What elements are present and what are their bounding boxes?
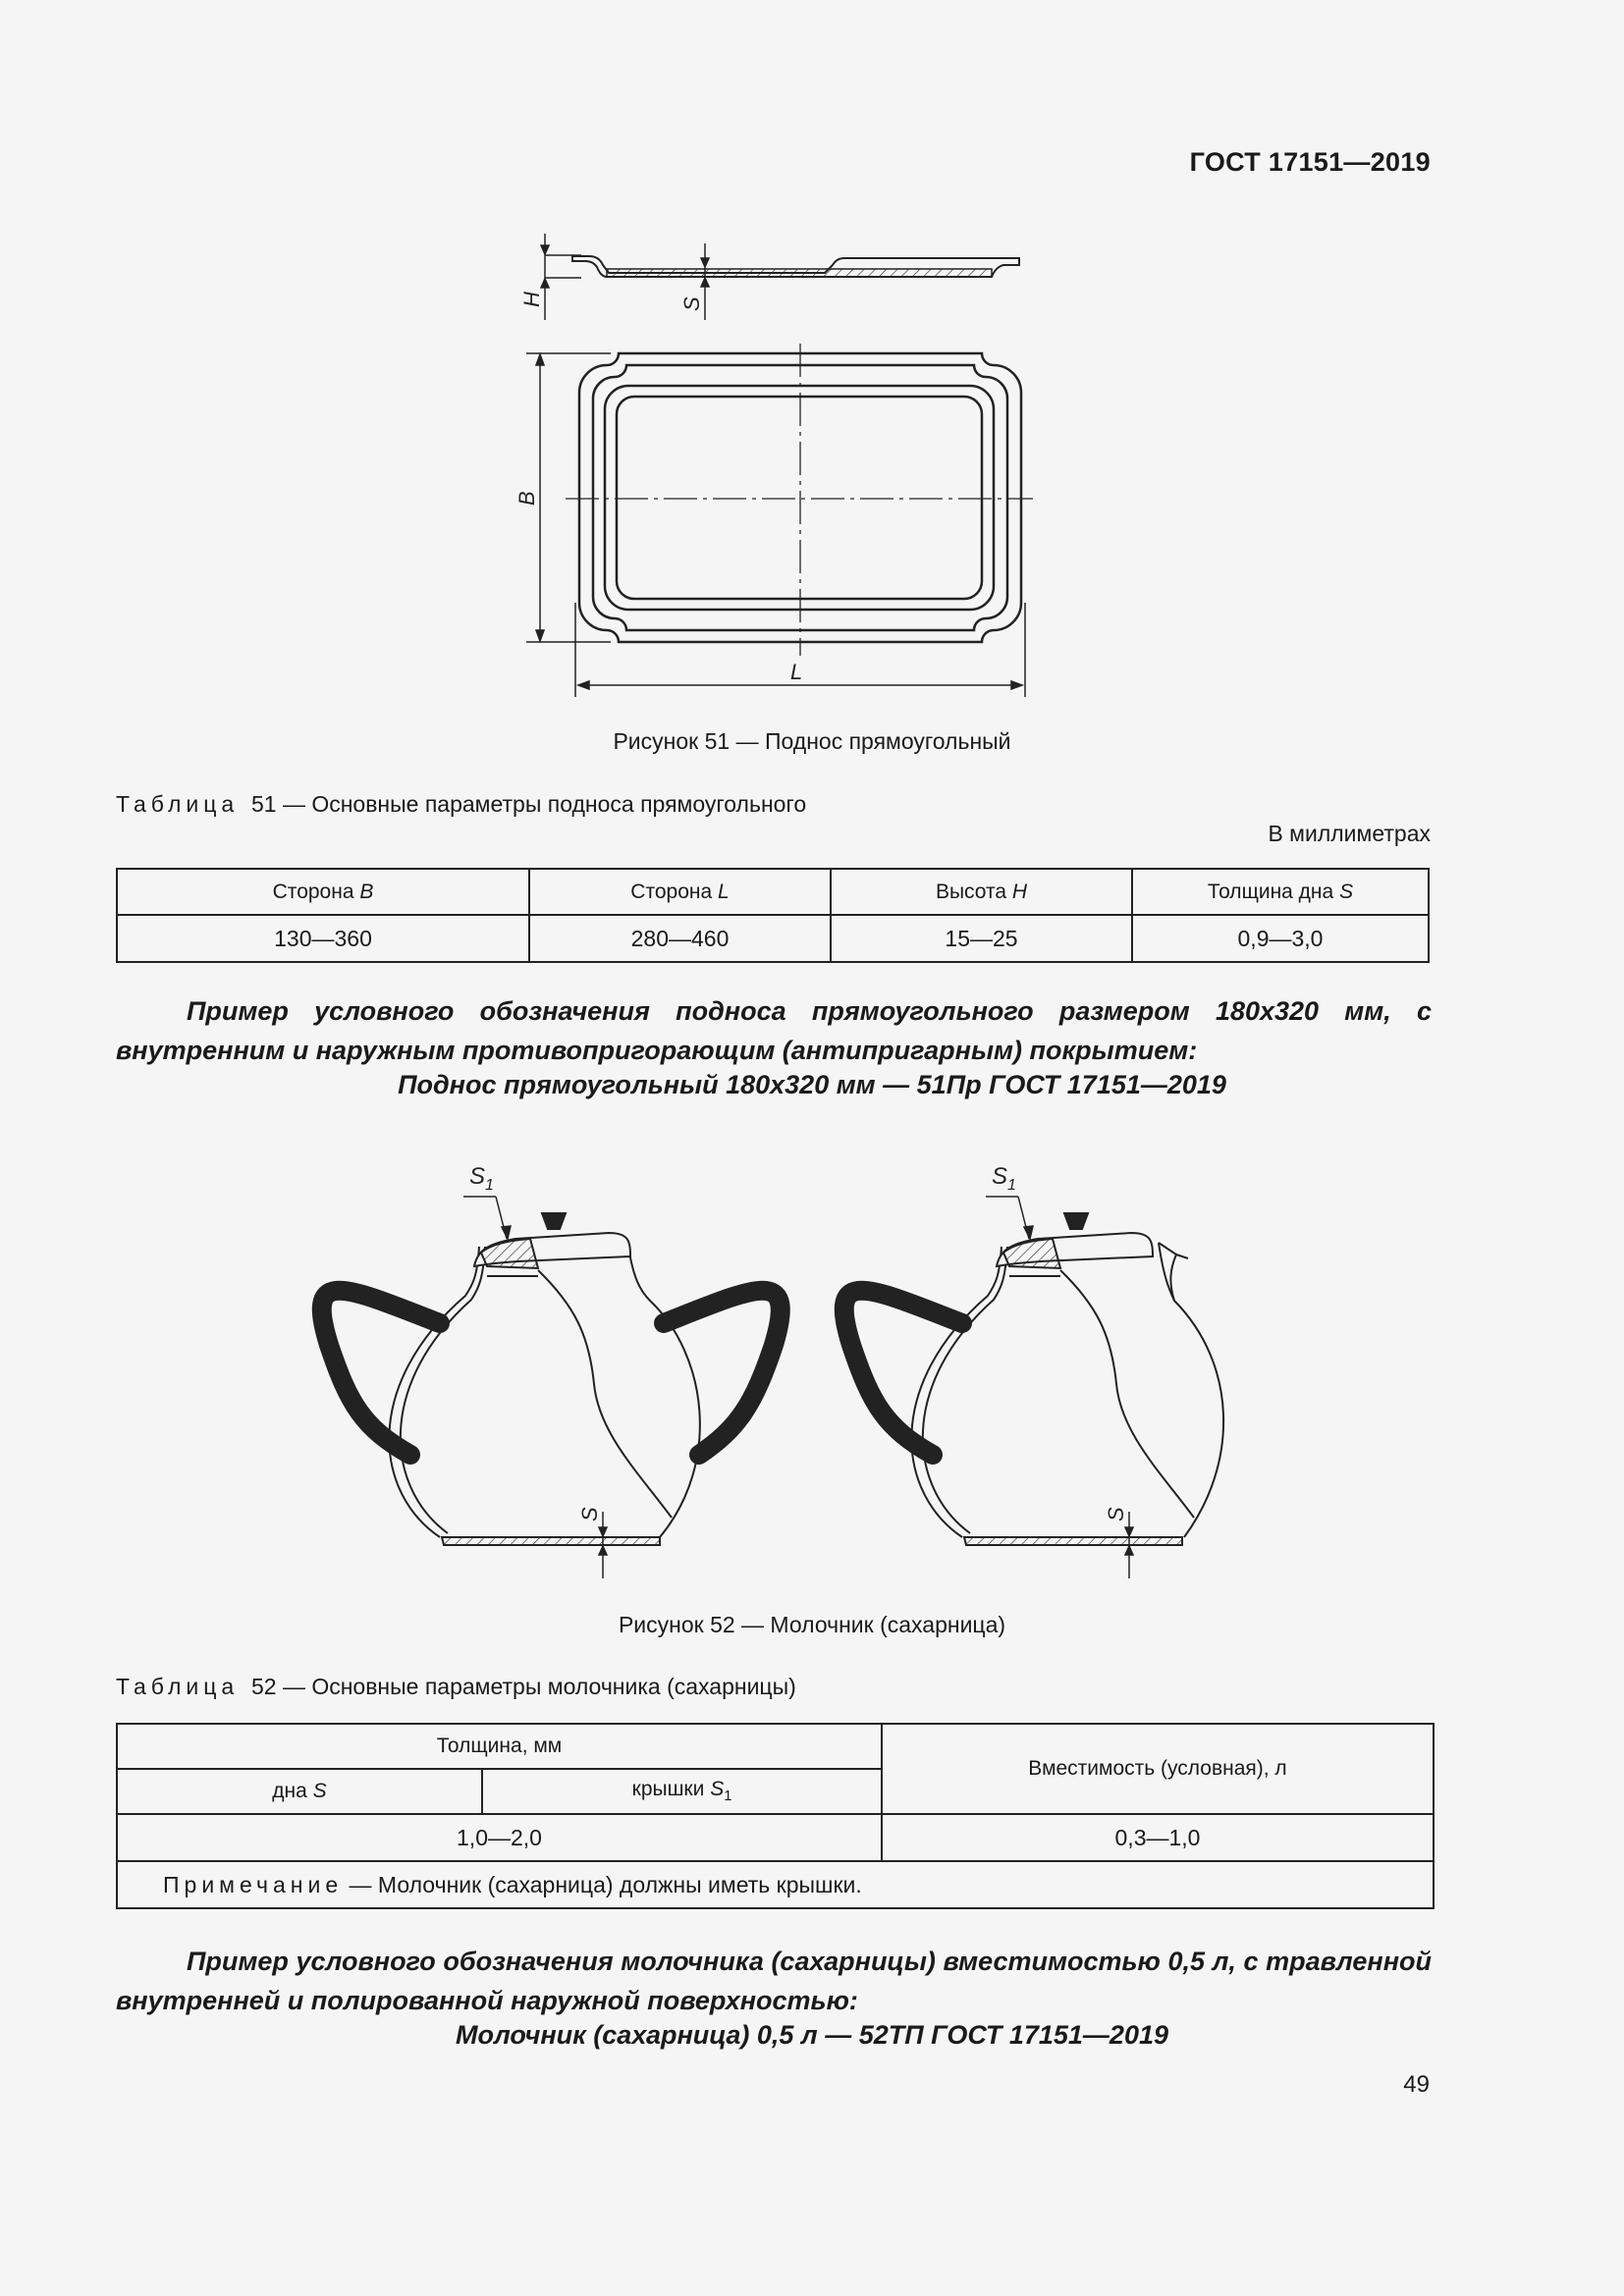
table-52-subheader-lid: крышки $S_1$ xyxy=(482,1769,882,1814)
milk-jug xyxy=(844,1213,1223,1545)
table-52-caption-prefix: Таблица xyxy=(116,1674,240,1699)
sugar-bowl xyxy=(322,1213,781,1545)
label-S-left: S xyxy=(577,1507,602,1522)
figure-52-caption: Рисунок 52 — Молочник (сахарница) xyxy=(618,1612,1006,1637)
label-H: H xyxy=(519,292,544,307)
tray-side-profile xyxy=(572,256,1019,277)
example-51-designation: Поднос прямоугольный 180х320 мм — 51Пр ГОСТ 17151—2019 xyxy=(398,1070,1226,1099)
table-51-cell: 15—25 xyxy=(831,915,1132,962)
table-51-caption-prefix: Таблица xyxy=(116,791,240,817)
table-51-units: В миллиметрах xyxy=(1268,821,1431,846)
figure-52-jug-drawing xyxy=(304,1148,1237,1580)
table-51-cell: 130—360 xyxy=(117,915,529,962)
figure-51-caption: Рисунок 51 — Поднос прямоугольный xyxy=(613,728,1011,754)
label-S1-right: $S_1$ xyxy=(992,1163,1016,1194)
table-52-caption xyxy=(116,1674,796,1700)
page-number: 49 xyxy=(1403,2071,1430,2098)
example-52-designation: Молочник (сахарница) 0,5 л — 52ТП ГОСТ 17151—2019 xyxy=(456,2020,1168,2050)
table-52-data-row xyxy=(117,1814,1434,1861)
document-code: ГОСТ 17151—2019 xyxy=(1189,147,1431,177)
figure-51-tray-drawing xyxy=(501,221,1051,702)
table-51-caption-text: 51 — Основные параметры подноса прямоугольного xyxy=(250,791,807,817)
table-52-subheader-bottom: дна S xyxy=(117,1769,482,1814)
table-52-cell-capacity: 0,3—1,0 xyxy=(882,1814,1434,1861)
table-51-header-cell: Высота H xyxy=(831,869,1132,915)
table-52 xyxy=(116,1723,1435,1909)
example-51-text: Пример условного обозначения подноса прямоугольного размером 180х320 мм, с внутренним и наружным противопригорающим (антипригарным) покрытием: xyxy=(116,996,1432,1065)
table-51-data-row xyxy=(117,915,1429,962)
table-51-header-row xyxy=(117,869,1429,915)
table-51-cell: 0,9—3,0 xyxy=(1132,915,1429,962)
table-52-header-row xyxy=(117,1724,1434,1769)
table-52-caption-text: 52 — Основные параметры молочника (сахарницы) xyxy=(250,1674,796,1699)
table-51 xyxy=(116,868,1430,963)
table-51-cell: 280—460 xyxy=(529,915,831,962)
table-51-caption xyxy=(116,791,806,818)
table-52-note: Примечание — Молочник (сахарница) должны иметь крышки. xyxy=(117,1861,1434,1908)
label-L: L xyxy=(790,660,803,684)
label-S1-left: $S_1$ xyxy=(469,1163,494,1194)
table-51-header-cell: Сторона L xyxy=(529,869,831,915)
label-S-right: S xyxy=(1104,1507,1128,1522)
table-52-cell-thickness: 1,0—2,0 xyxy=(117,1814,882,1861)
label-S-tray: S xyxy=(679,296,704,311)
label-B: B xyxy=(514,491,539,506)
table-52-capacity-header: Вместимость (условная), л xyxy=(882,1724,1434,1814)
example-52-text: Пример условного обозначения молочника (сахарницы) вместимостью 0,5 л, с травленной внутренней и полированной наружной поверхностью: xyxy=(116,1947,1432,2015)
table-51-header-cell: Толщина дна S xyxy=(1132,869,1429,915)
table-51-header-cell: Сторона B xyxy=(117,869,529,915)
table-52-note-row xyxy=(117,1861,1434,1908)
table-52-group-header: Толщина, мм xyxy=(117,1724,882,1769)
